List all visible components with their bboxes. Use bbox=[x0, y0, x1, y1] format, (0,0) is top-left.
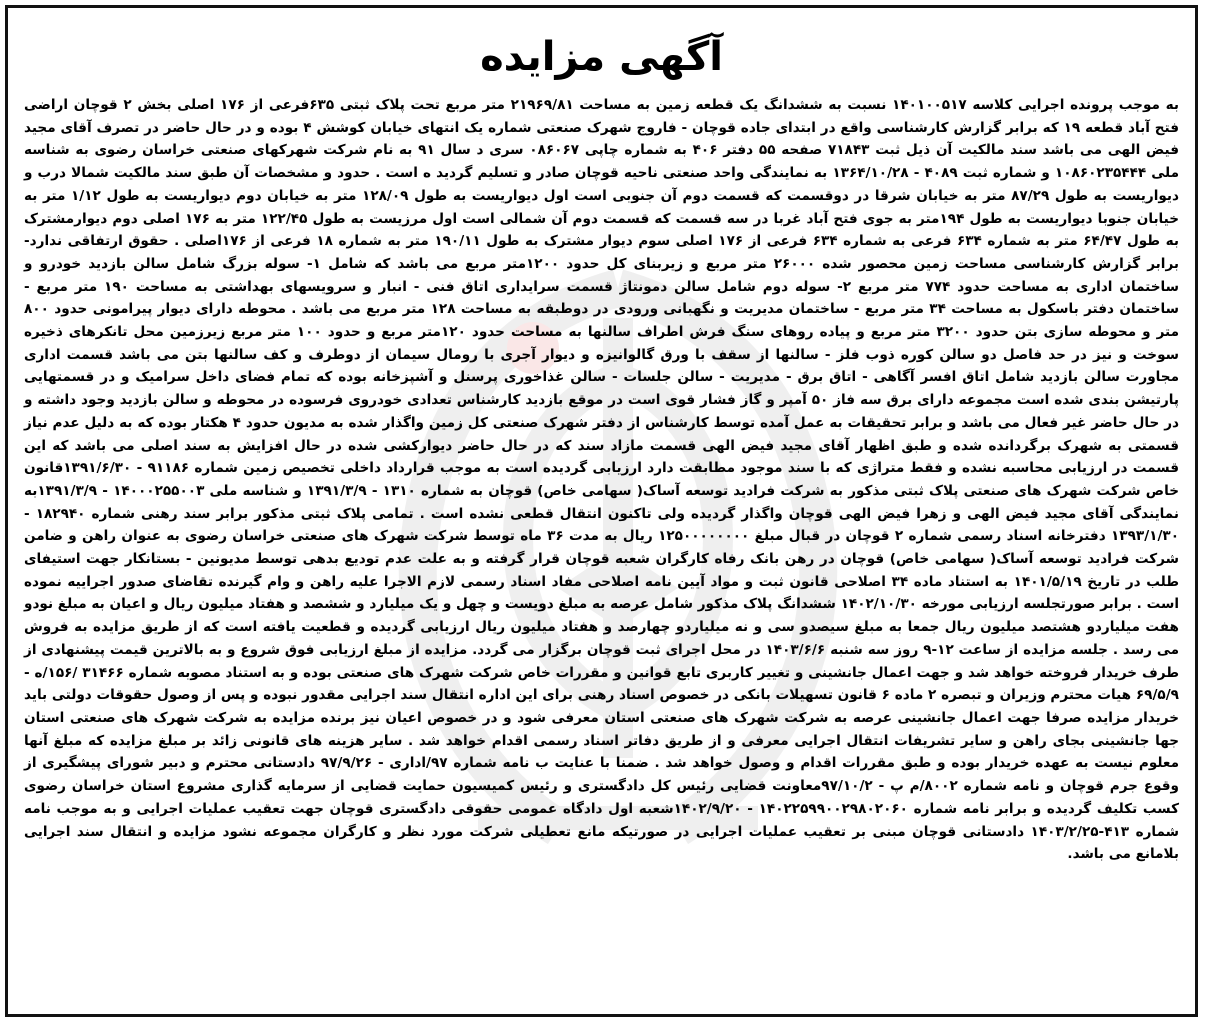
notice-frame bbox=[5, 5, 1198, 1017]
notice-title: آگهی مزایده bbox=[480, 34, 723, 80]
notice-body: به موجب پرونده اجرایی کلاسه ۱۴۰۱۰۰۵۱۷ نسبت به ششدانگ یک قطعه زمین به مساحت ۲۱۹۶۹/۸۱ متر مربع تحت پلاک ثبتی ۶۳۵فرعی از ۱۷۶ اصلی بخش ۲ قوچان اراضی فتح آباد قطعه ۱۹ که برابر گزارش کارشناسی واقع در ابتدای جاده قوچان - فاروج شهرک صنعتی شماره یک انتهای خیابان کوشش ۴ بوده و در حال حاضر در تصرف آقای مجید فیض الهی می باشد سند مالکیت آن ذیل ثبت ۷۱۸۴۳ صفحه ۵۵ دفتر ۴۰۶ به شماره چاپی ۰۸۶۰۶۷ سری د سال ۹۱ به نام شرکت شهرکهای صنعتی خراسان رضوی به شناسه ملی ۱۰۸۶۰۲۳۵۴۴۴ و شماره ثبت ۴۰۸۹ - ۱۳۶۴/۱۰/۲۸ به نمایندگی واحد صنعتی ناحیه قوچان صادر و تسلیم گردید ه است . حدود و مشخصات آن طبق سند مالکیت شمالا درب و دیواریست به طول ۸۷/۲۹ متر به خیابان شرقا در دوقسمت که قسمت دوم آن جنوبی است اول دیواریست به طول ۱۲۸/۰۹ متر به خیابان دوم دیواریست به طول ۱/۱۲ متر به خیابان جنوبا دیواریست به طول ۱۹۴متر به جوی فتح آباد غربا در سه قسمت که قسمت دوم آن شمالی است اول مرزیست به طول ۱۲۲/۴۵ متر به ۱۷۶ اصلی دوم دیوارمشترک به طول ۶۴/۴۷ متر به شماره ۶۳۴ فرعی به شماره ۶۳۴ فرعی از ۱۷۶ اصلی سوم دیوار مشترک به طول ۱۹۰/۱۱ متر به شماره ۱۸ فرعی از ۱۷۶اصلی . حقوق ارتفاقی ندارد- برابر گزارش کارشناسی مساحت زمین محصور شده ۲۶۰۰۰ متر مربع و زیربنای کل حدود ۱۲۰۰متر مربع می باشد که شامل ۱- سوله بزرگ شامل سالن بازدید خودرو و ساختمان اداری به مساحت حدود ۷۷۴ متر مربع ۲- سوله دوم شامل سالن دمونتاژ قسمت سرایداری اتاق فنی - انبار و سرویسهای بهداشتی به مساحت ۱۹۰ متر مربع - ساختمان دفتر باسکول به مساحت ۳۴ متر مربع - ساختمان مدیریت و نگهبانی ورودی در دوطبقه به مساحت ۱۲۸ متر مربع می باشد . محوطه دارای دیوار پیرامونی حدود ۸۰۰ متر و محوطه سازی بتن حدود ۳۲۰۰ متر مربع و پیاده روهای سنگ فرش اطراف سالنها به مساحت حدود ۱۲۰متر مربع و حدود ۱۰۰ متر مربع زیرزمین محل تانکرهای ذخیره سوخت و نیز در حد فاصل دو سالن کوره ذوب فلز - سالنها از سقف با ورق گالوانیزه و دیوار آجری با رومال سیمان از دوطرف و کف سالنها بتن می باشد قسمت اداری مجاورت سالن بازدید شامل اتاق افسر آگاهی - اتاق برق - مدیریت - سالن جلسات - سالن غذاخوری پرسنل و آشپزخانه بوده که تمام فضای داخل سرامیک و در قسمتهایی پارتیشن بندی شده است مجموعه دارای برق سه فاز ۵۰ آمپر و گاز فشار قوی است در موقع بازدید کارشناس تعدادی خودروی فرسوده در محوطه و سالن بازدید وجود داشته و در حال حاضر غیر فعال می باشد و برابر تحقیقات به عمل آمده توسط کارشناس از دفتر شهرک صنعتی کل زمین واگذار شده به مدیون حدود ۴ هکتار بوده که به دلیل عدم نیاز قسمتی به شهرک برگردانده شده و طبق اظهار آقای مجید فیض الهی قسمت مازاد سند که در حال حاضر دیوارکشی شده در حال افزایش به سند اصلی می باشد که این قسمت در ارزیابی محاسبه نشده و فقط متراژی که با سند موجود مطابقت دارد ارزیابی گردیده است به موجب قرارداد داخلی تخصیص زمین شماره ۹۱۱۸۶ - ۱۳۹۱/۶/۳۰قانون خاص شرکت شهرک های صنعتی پلاک ثبتی مذکور به شرکت فرادید توسعه آساک( سهامی خاص) قوچان به شماره ۱۳۱۰ - ۱۳۹۱/۳/۹ و شناسه ملی ۱۴۰۰۰۲۵۵۰۰۳ - ۱۳۹۱/۳/۹به نمایندگی آقای مجید فیض الهی و زهرا فیض الهی قوچان واگذار گردیده ولی تاکنون انتقال قطعی نشده است . تمامی پلاک ثبتی مذکور برابر سند رهنی شماره ۱۸۲۹۴۰ - ۱۳۹۳/۱/۳۰ دفترخانه اسناد رسمی شماره ۲ قوچان در قبال مبلغ ۱۲۵۰۰۰۰۰۰۰۰ ریال به مدت ۳۶ ماه توسط شرکت شهرک های صنعتی خراسان رضوی به عنوان راهن و ضامن شرکت فرادید توسعه آساک( سهامی خاص) قوچان در رهن بانک رفاه کارگران شعبه قوچان قرار گرفته و به علت عدم تودیع بدهی توسط مدیونین - بستانکار جهت استیفای طلب در تاریخ ۱۴۰۱/۵/۱۹ به استناد ماده ۳۴ اصلاحی قانون ثبت و مواد آیین نامه اصلاحی مفاد اسناد رسمی لازم الاجرا علیه راهن و وام گیرنده تقاضای صدور اجراییه نموده است . برابر صورتجلسه ارزیابی مورخه ۱۴۰۲/۱۰/۳۰ ششدانگ پلاک مذکور شامل عرصه به مبلغ دویست و چهل و یک میلیارد و ششصد و هفتاد میلیون ریال و اعیان به مبلغ نودو هفت میلیاردو هشتصد میلیون ریال جمعا به مبلغ سیصدو سی و نه میلیاردو چهارصد و هفتاد میلیون ریال ارزیابی گردیده و قطعیت یافته است که از طریق مزایده به فروش می رسد . جلسه مزایده از ساعت ۱۲-۹ روز سه شنبه ۱۴۰۳/۶/۶ در محل اجرای ثبت قوچان برگزار می گردد. مزایده از مبلغ ارزیابی فوق شروع و به بالاترین قیمت پیشنهادی از طرف خریدار فروخته خواهد شد و جهت اعمال جانشینی و تغییر کاربری تابع قوانین و مقررات خاص شرکت شهرک های صنعتی بوده و به استناد مصوبه شماره ۳۱۴۶۶ /۱۵۶/ه - ۶۹/۵/۹ هیات محترم وزیران و تبصره ۲ ماده ۶ قانون تسهیلات بانکی در خصوص اسناد رهنی برای این اداره انتقال سند اجرایی مقدور نبوده و پس از وصول حقوقات دولتی باید خریدار مزایده صرفا جهت اعمال جانشینی عرصه به شرکت شهرک های صنعتی استان معرفی شود و در خصوص اعیان نیز برنده مزایده به شرکت شهرک های صنعتی استان جها جانشینی بجای راهن و سایر تشریفات انتقال اجرایی معرفی و از طریق دفاتر اسناد رسمی اقدام خواهد شد . سایر هزینه های قانونی زائد بر مبلغ مزایده که مبلغ آنها معلوم نیست به عهده خریدار بوده و طبق مقررات اقدام و وصول خواهد شد . ضمنا با عنایت ب نامه شماره ۹۷/اداری - ۹۷/۹/۲۶ دادستانی محترم و دبیر شورای پیشگیری از وقوع جرم قوچان و نامه شماره ۸۰۰۲/م پ - ۹۷/۱۰/۲معاونت قضایی رئیس کل دادگستری و رئیس کمیسیون حمایت قضایی از سرمایه گذاری مشروع استان خراسان رضوی کسب تکلیف گردیده و برابر نامه شماره ۱۴۰۲۲۵۹۹۰۰۲۹۸۰۲۰۶۰ - ۱۴۰۲/۹/۲۰شعبه اول دادگاه عمومی حقوقی دادگستری قوچان جهت تعقیب عملیات اجرایی و به موجب نامه شماره ۴۱۳-۱۴۰۳/۲/۲۵ دادستانی قوچان مبنی بر تعقیب عملیات اجرایی در صورتیکه مانع تعطیلی شرکت مورد نظر و کارگران مجموعه نشود مزایده و انتقال سند اجرایی بلامانع می باشد. bbox=[24, 97, 1180, 863]
